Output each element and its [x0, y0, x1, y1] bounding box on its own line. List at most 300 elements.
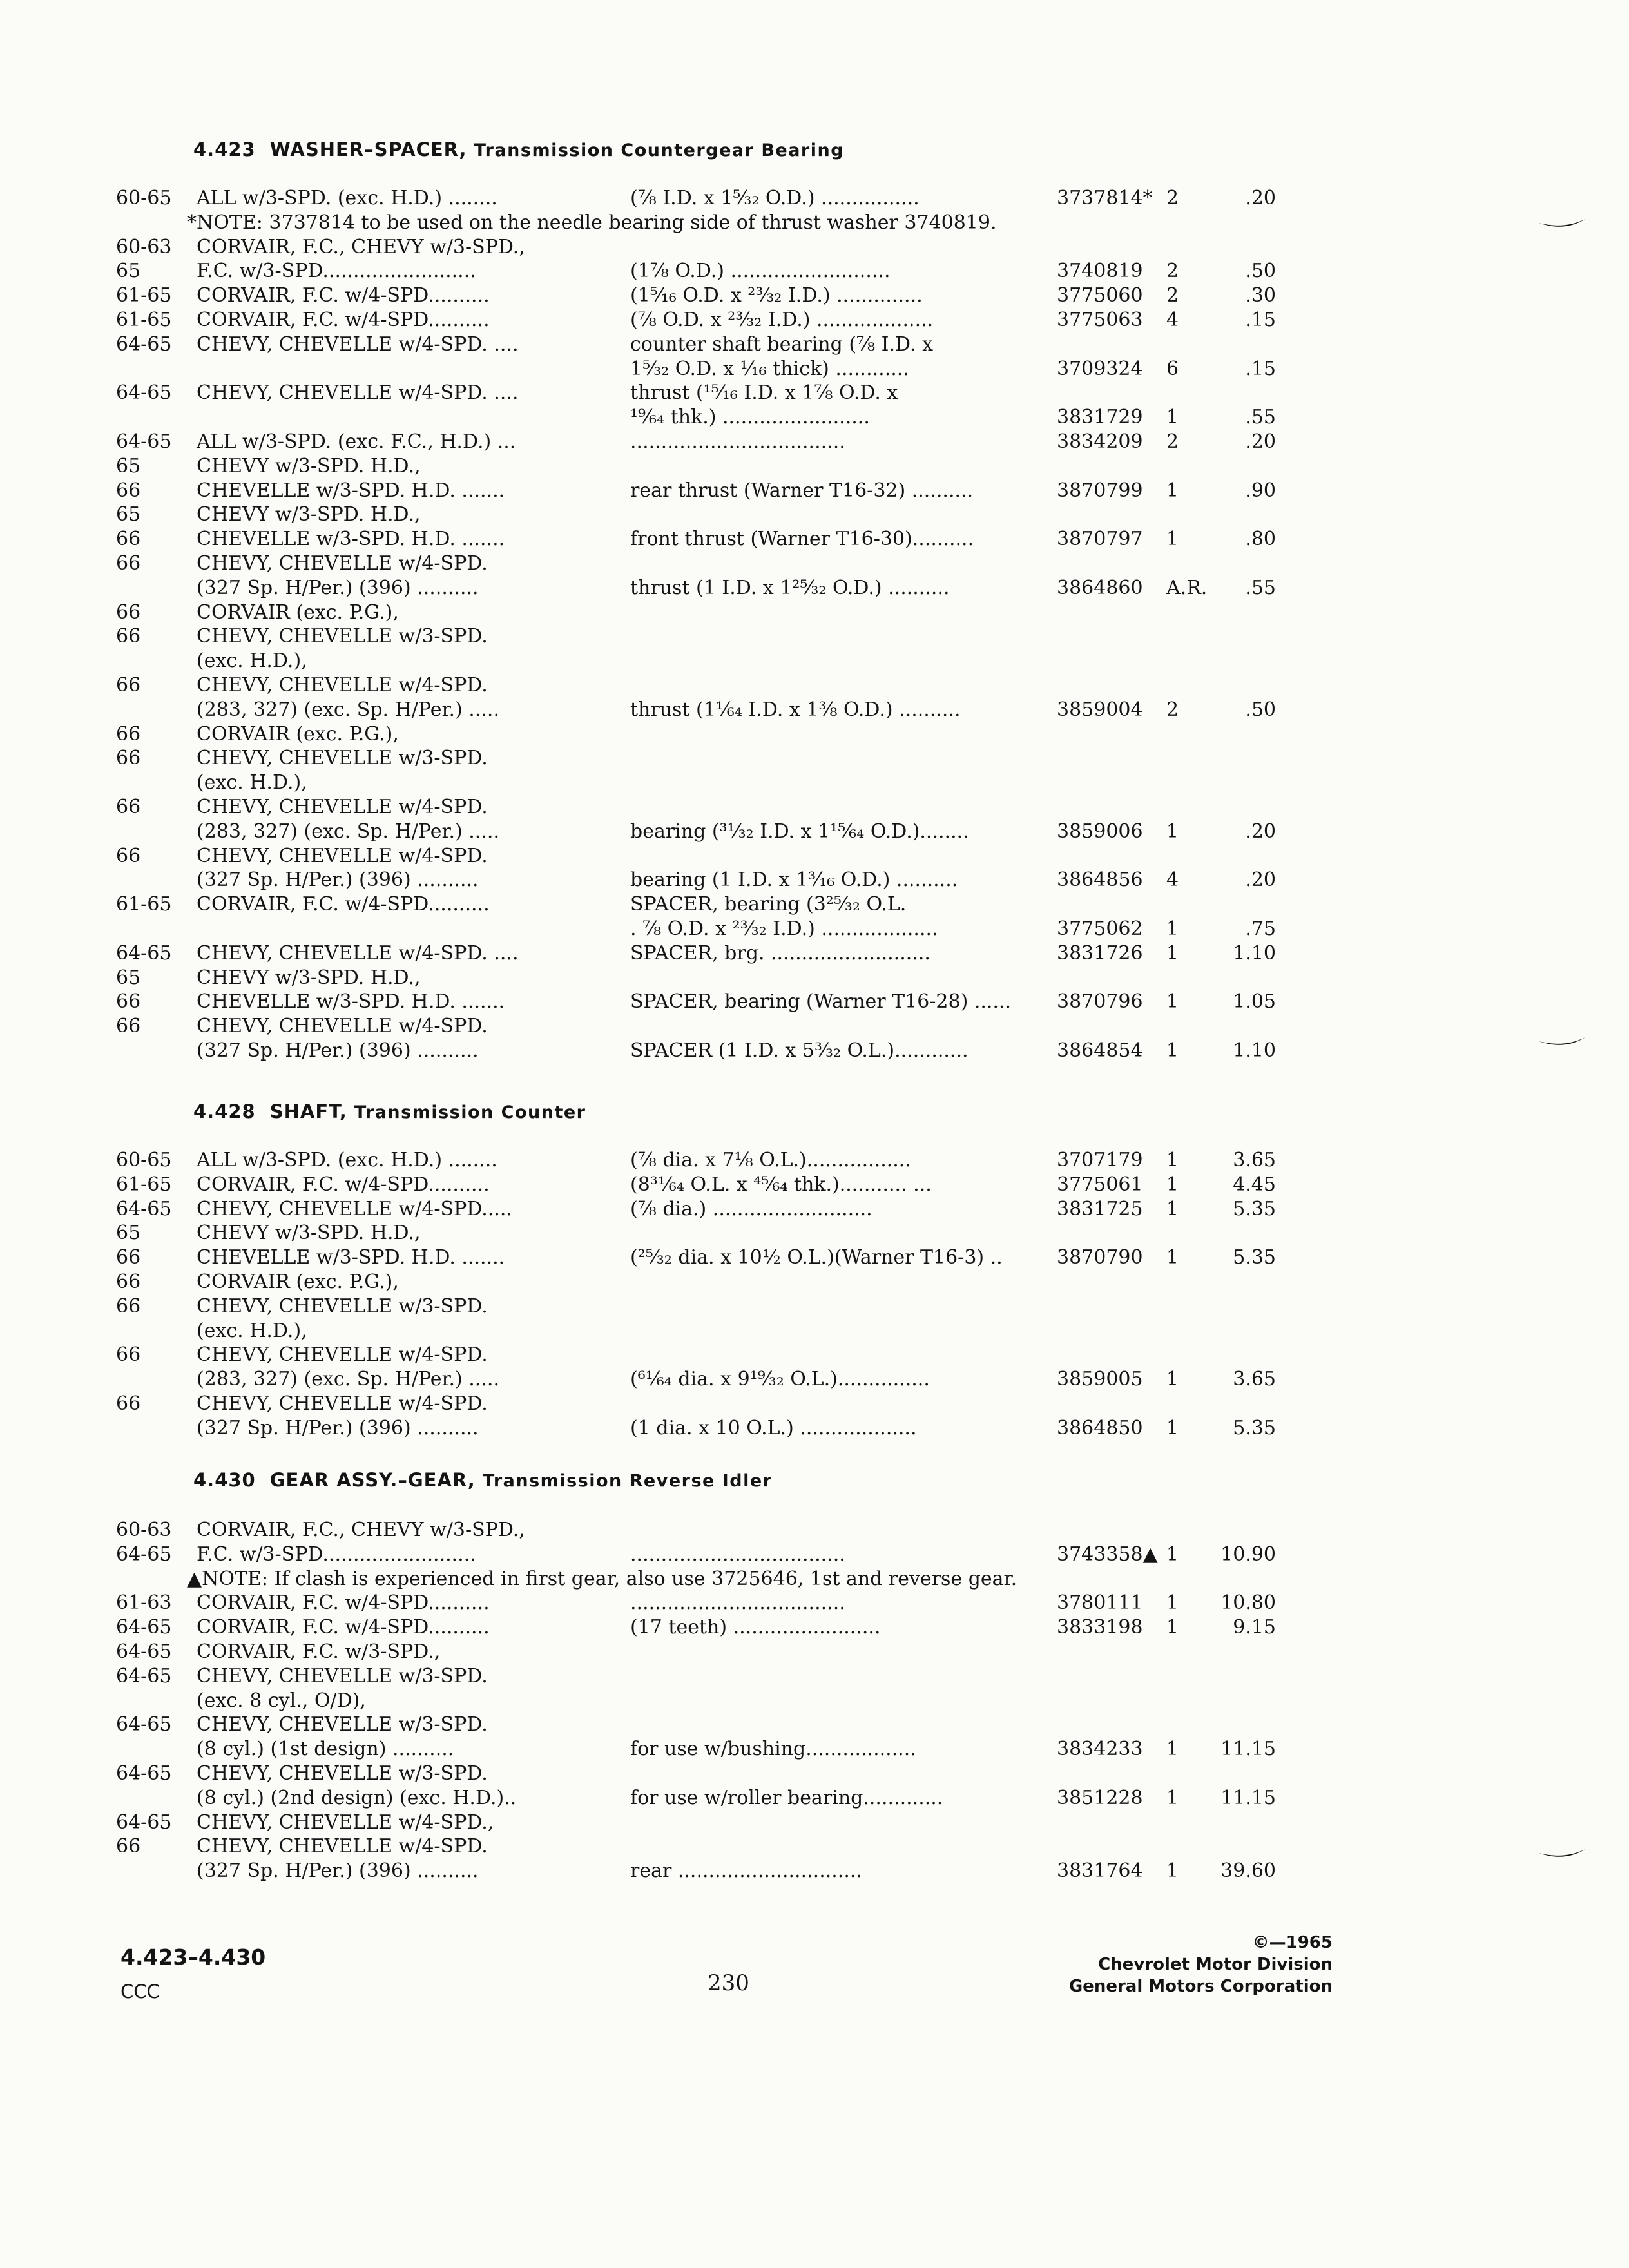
table-row — [0, 1015, 1629, 1039]
table-row — [0, 1343, 1629, 1368]
section-number: 4.428 — [193, 1100, 256, 1122]
table-row — [0, 1368, 1629, 1392]
description: (1⁵⁄₁₆ O.D. x ²³⁄₃₂ I.D.) .............. — [630, 284, 923, 307]
description: bearing (1 I.D. x 1³⁄₁₆ O.D.) .......... — [630, 869, 958, 892]
description: SPACER, bearing (Warner T16-28) ...... — [630, 990, 1012, 1014]
footnote: ▲NOTE: If clash is experienced in first gear, also use 3725646, 1st and reverse gear. — [187, 1567, 1017, 1590]
table-row — [0, 236, 1629, 260]
model-year: 61-65 — [116, 309, 172, 331]
table-row — [0, 1591, 1629, 1616]
part-number: 3780111 — [1057, 1591, 1143, 1615]
table-row — [0, 1713, 1629, 1738]
model-year: 60-65 — [116, 187, 172, 209]
quantity: 2 — [1166, 284, 1179, 307]
quantity: 4 — [1166, 869, 1179, 892]
price: .30 — [1245, 284, 1276, 307]
description: for use w/roller bearing............. — [630, 1786, 943, 1809]
application: CHEVELLE w/3-SPD. H.D. ....... — [197, 528, 505, 551]
table-row — [0, 1616, 1629, 1640]
application: CHEVY, CHEVELLE w/4-SPD. — [197, 796, 488, 818]
model-year: 66 — [116, 1835, 141, 1858]
model-year: 60-63 — [116, 235, 172, 258]
model-year: 66 — [116, 796, 141, 818]
application: CORVAIR, F.C. w/4-SPD.......... — [197, 1173, 490, 1196]
table-row — [0, 381, 1629, 406]
description: thrust (1 I.D. x 1²⁵⁄₃₂ O.D.) .......... — [630, 576, 950, 599]
application: CORVAIR, F.C., CHEVY w/3-SPD., — [197, 1519, 525, 1541]
model-year: 65 — [116, 454, 141, 477]
table-row — [0, 747, 1629, 771]
description: 1⁵⁄₃₂ O.D. x ¹⁄₁₆ thick) ............ — [630, 357, 909, 380]
copyright: ©—1965 — [1252, 1933, 1333, 1952]
section-title: WASHER–SPACER, — [269, 139, 467, 160]
table-row — [0, 1271, 1629, 1295]
price: 5.35 — [1233, 1416, 1276, 1439]
model-year: 64-65 — [116, 941, 172, 965]
description: (⅞ I.D. x 1⁵⁄₃₂ O.D.) ................ — [630, 187, 920, 209]
application: CHEVY, CHEVELLE w/4-SPD. — [197, 1015, 488, 1038]
application: CHEVY, CHEVELLE w/4-SPD. — [197, 1392, 488, 1415]
application: CHEVELLE w/3-SPD. H.D. ....... — [197, 990, 505, 1014]
table-row — [0, 406, 1629, 430]
table-row — [0, 1149, 1629, 1173]
table-row — [0, 1173, 1629, 1198]
application: F.C. w/3-SPD......................... — [197, 1542, 476, 1566]
division-name: Chevrolet Motor Division — [1098, 1955, 1333, 1974]
model-year: 66 — [116, 1392, 141, 1415]
table-row — [0, 455, 1629, 479]
model-year: 66 — [116, 844, 141, 867]
part-number: 3743358▲ — [1057, 1542, 1158, 1566]
model-year: 60-65 — [116, 1149, 172, 1171]
application: CHEVY, CHEVELLE w/4-SPD. — [197, 1835, 488, 1858]
model-year: 66 — [116, 625, 141, 648]
application: CORVAIR (exc. P.G.), — [197, 722, 399, 745]
application: (327 Sp. H/Per.) (396) .......... — [197, 576, 479, 599]
price: 5.35 — [1233, 1197, 1276, 1220]
model-year: 66 — [116, 990, 141, 1014]
application: CORVAIR, F.C. w/3-SPD., — [197, 1640, 441, 1663]
part-number: 3775063 — [1057, 309, 1143, 331]
application: (283, 327) (exc. Sp. H/Per.) ..... — [197, 698, 499, 721]
table-row — [0, 552, 1629, 577]
application: (327 Sp. H/Per.) (396) .......... — [197, 869, 479, 892]
quantity: 1 — [1166, 1039, 1179, 1062]
table-row — [0, 1198, 1629, 1222]
model-year: 65 — [116, 966, 141, 989]
application: CHEVY, CHEVELLE w/4-SPD..... — [197, 1197, 512, 1220]
section-range: 4.423–4.430 — [120, 1945, 266, 1970]
application: (exc. 8 cyl., O/D), — [197, 1689, 366, 1712]
part-number: 3709324 — [1057, 357, 1143, 380]
price: .15 — [1245, 357, 1276, 380]
description: ................................... — [630, 430, 845, 453]
table-row — [0, 723, 1629, 747]
model-year: 66 — [116, 479, 141, 502]
section-number: 4.430 — [193, 1469, 256, 1491]
part-number: 3831729 — [1057, 406, 1143, 429]
description: counter shaft bearing (⅞ I.D. x — [630, 332, 934, 356]
model-year: 64-65 — [116, 1713, 172, 1736]
table-row — [0, 845, 1629, 869]
application: CHEVY, CHEVELLE w/3-SPD. — [197, 1664, 488, 1687]
price: .20 — [1245, 820, 1276, 843]
section-heading — [193, 1100, 586, 1122]
model-year: 64-65 — [116, 430, 172, 453]
quantity: 2 — [1166, 187, 1179, 209]
part-number: 3831725 — [1057, 1197, 1143, 1220]
quantity: 1 — [1166, 820, 1179, 843]
model-year: 66 — [116, 528, 141, 551]
description: for use w/bushing.................. — [630, 1738, 916, 1761]
application: CHEVY, CHEVELLE w/4-SPD. — [197, 674, 488, 697]
section-number: 4.423 — [193, 139, 256, 160]
application: CORVAIR (exc. P.G.), — [197, 601, 399, 624]
page-number: 230 — [708, 1970, 749, 1996]
table-row — [0, 1222, 1629, 1246]
application: CHEVY w/3-SPD. H.D., — [197, 966, 421, 989]
price: .50 — [1245, 698, 1276, 721]
description: thrust (¹⁵⁄₁₆ I.D. x 1⅞ O.D. x — [630, 381, 898, 405]
price: .90 — [1245, 479, 1276, 502]
model-year: 64-65 — [116, 1664, 172, 1687]
application: ALL w/3-SPD. (exc. F.C., H.D.) ... — [197, 430, 516, 453]
model-year: 64-65 — [116, 1762, 172, 1785]
table-row — [0, 649, 1629, 674]
model-year: 64-65 — [116, 1811, 172, 1834]
model-year: 66 — [116, 1271, 141, 1293]
quantity: 1 — [1166, 1197, 1179, 1220]
application: CORVAIR, F.C. w/4-SPD.......... — [197, 893, 490, 916]
application: CHEVY w/3-SPD. H.D., — [197, 1222, 421, 1245]
description: (1 dia. x 10 O.L.) ................... — [630, 1416, 917, 1439]
application: CHEVY, CHEVELLE w/3-SPD. — [197, 625, 488, 648]
table-row — [0, 1320, 1629, 1344]
table-row — [0, 430, 1629, 455]
description: thrust (1¹⁄₆₄ I.D. x 1³⁄₈ O.D.) .......... — [630, 698, 961, 721]
quantity: 1 — [1166, 1246, 1179, 1269]
table-row — [0, 1246, 1629, 1271]
part-number: 3870799 — [1057, 479, 1143, 502]
application: CHEVY, CHEVELLE w/4-SPD. .... — [197, 332, 519, 356]
part-number: 3775061 — [1057, 1173, 1143, 1196]
table-row — [0, 1519, 1629, 1543]
description: rear thrust (Warner T16-32) .......... — [630, 479, 974, 502]
model-year: 65 — [116, 1222, 141, 1245]
quantity: 1 — [1166, 1616, 1179, 1639]
model-year: 64-65 — [116, 381, 172, 405]
description: (17 teeth) ........................ — [630, 1616, 881, 1639]
table-row — [0, 1787, 1629, 1811]
application: CORVAIR, F.C., CHEVY w/3-SPD., — [197, 235, 525, 258]
table-row — [0, 990, 1629, 1015]
model-year: 66 — [116, 747, 141, 770]
part-number: 3775062 — [1057, 918, 1143, 940]
table-row — [0, 1295, 1629, 1320]
table-row — [0, 260, 1629, 284]
punch-mark — [1539, 1848, 1585, 1863]
table-row — [0, 1762, 1629, 1787]
application: F.C. w/3-SPD......................... — [197, 260, 476, 283]
application: (exc. H.D.), — [197, 649, 307, 673]
price: 9.15 — [1233, 1616, 1276, 1639]
quantity: 1 — [1166, 1368, 1179, 1391]
table-row — [0, 1039, 1629, 1064]
quantity: 1 — [1166, 528, 1179, 551]
table-row — [0, 333, 1629, 358]
price: .80 — [1245, 528, 1276, 551]
price: .20 — [1245, 430, 1276, 453]
price: .75 — [1245, 918, 1276, 940]
application: (exc. H.D.), — [197, 771, 307, 794]
table-row — [0, 796, 1629, 820]
table-row — [0, 820, 1629, 845]
table-row — [0, 893, 1629, 918]
quantity: 1 — [1166, 479, 1179, 502]
description: (⅞ O.D. x ²³⁄₃₂ I.D.) ................... — [630, 309, 934, 331]
quantity: 1 — [1166, 918, 1179, 940]
table-row — [0, 1738, 1629, 1762]
model-year: 64-65 — [116, 1640, 172, 1663]
model-year: 61-63 — [116, 1591, 172, 1615]
model-year: 66 — [116, 552, 141, 575]
punch-mark — [1539, 1036, 1585, 1052]
quantity: 2 — [1166, 260, 1179, 283]
table-row — [0, 528, 1629, 552]
table-row — [0, 1640, 1629, 1665]
quantity: 1 — [1166, 1416, 1179, 1439]
section-subtitle: Transmission Counter — [354, 1102, 586, 1122]
part-number: 3833198 — [1057, 1616, 1143, 1639]
model-year: 64-65 — [116, 1542, 172, 1566]
model-year: 61-65 — [116, 1173, 172, 1196]
price: .55 — [1245, 576, 1276, 599]
quantity: 1 — [1166, 1173, 1179, 1196]
description: (⅞ dia.) .......................... — [630, 1197, 872, 1220]
application: CHEVELLE w/3-SPD. H.D. ....... — [197, 1246, 505, 1269]
quantity: 1 — [1166, 1786, 1179, 1809]
price: 11.15 — [1220, 1738, 1276, 1761]
part-number: 3851228 — [1057, 1786, 1143, 1809]
application: CHEVY, CHEVELLE w/3-SPD. — [197, 1762, 488, 1785]
description: (⅞ dia. x 7⅛ O.L.)................. — [630, 1149, 911, 1171]
table-row — [0, 503, 1629, 528]
quantity: 2 — [1166, 430, 1179, 453]
table-row — [0, 309, 1629, 333]
table-row — [0, 1689, 1629, 1714]
application: CHEVY, CHEVELLE w/3-SPD. — [197, 747, 488, 770]
price: 11.15 — [1220, 1786, 1276, 1809]
application: (8 cyl.) (2nd design) (exc. H.D.).. — [197, 1786, 517, 1809]
description: rear .............................. — [630, 1860, 862, 1883]
part-number: 3831726 — [1057, 941, 1143, 965]
quantity: 1 — [1166, 1860, 1179, 1883]
publisher-block — [1069, 1932, 1333, 1997]
application: CHEVY, CHEVELLE w/4-SPD. — [197, 844, 488, 867]
price: 10.80 — [1220, 1591, 1276, 1615]
part-number: 3864856 — [1057, 869, 1143, 892]
table-row — [0, 625, 1629, 649]
part-number: 3737814* — [1057, 187, 1153, 209]
table-row — [0, 601, 1629, 626]
catalog-code: CCC — [120, 1981, 160, 2003]
application: CORVAIR, F.C. w/4-SPD.......... — [197, 309, 490, 331]
application: CHEVY, CHEVELLE w/3-SPD. — [197, 1294, 488, 1318]
quantity: 1 — [1166, 1738, 1179, 1761]
table-row — [0, 577, 1629, 601]
description: ¹⁹⁄₆₄ thk.) ........................ — [630, 406, 870, 429]
model-year: 64-65 — [116, 1197, 172, 1220]
model-year: 64-65 — [116, 1616, 172, 1639]
part-number: 3834209 — [1057, 430, 1143, 453]
application: (283, 327) (exc. Sp. H/Per.) ..... — [197, 820, 499, 843]
part-number: 3859004 — [1057, 698, 1143, 721]
quantity: A.R. — [1166, 576, 1208, 599]
part-number: 3870796 — [1057, 990, 1143, 1014]
table-row — [0, 1392, 1629, 1417]
price: 39.60 — [1220, 1860, 1276, 1883]
description: SPACER, brg. .......................... — [630, 941, 930, 965]
application: CHEVY, CHEVELLE w/4-SPD. — [197, 552, 488, 575]
model-year: 66 — [116, 601, 141, 624]
price: 3.65 — [1233, 1368, 1276, 1391]
model-year: 61-65 — [116, 284, 172, 307]
price: .55 — [1245, 406, 1276, 429]
table-row — [0, 942, 1629, 966]
description: (⁶¹⁄₆₄ dia. x 9¹⁹⁄₃₂ O.L.)............... — [630, 1368, 930, 1391]
table-row — [0, 1543, 1629, 1568]
part-number: 3864850 — [1057, 1416, 1143, 1439]
price: 1.05 — [1233, 990, 1276, 1014]
section-title: SHAFT, — [269, 1100, 347, 1122]
model-year: 65 — [116, 503, 141, 526]
punch-mark — [1539, 218, 1585, 233]
application: CHEVY w/3-SPD. H.D., — [197, 503, 421, 526]
table-row — [0, 358, 1629, 382]
table-row — [0, 966, 1629, 991]
description: (8³¹⁄₆₄ O.L. x ⁴⁵⁄₆₄ thk.)........... ... — [630, 1173, 932, 1196]
description: front thrust (Warner T16-30).......... — [630, 528, 974, 551]
table-row — [0, 869, 1629, 893]
application: CHEVY, CHEVELLE w/4-SPD., — [197, 1811, 494, 1834]
part-number: 3859005 — [1057, 1368, 1143, 1391]
corporation-name: General Motors Corporation — [1068, 1977, 1333, 1996]
part-number: 3870797 — [1057, 528, 1143, 551]
application: (exc. H.D.), — [197, 1319, 307, 1342]
part-number: 3831764 — [1057, 1860, 1143, 1883]
application: CHEVY, CHEVELLE w/4-SPD. .... — [197, 941, 519, 965]
quantity: 1 — [1166, 406, 1179, 429]
model-year: 66 — [116, 674, 141, 697]
price: .20 — [1245, 869, 1276, 892]
description: SPACER (1 I.D. x 5³⁄₃₂ O.L.)............ — [630, 1039, 969, 1062]
application: ALL w/3-SPD. (exc. H.D.) ........ — [197, 187, 497, 209]
application: (283, 327) (exc. Sp. H/Per.) ..... — [197, 1368, 499, 1391]
price: 3.65 — [1233, 1149, 1276, 1171]
quantity: 6 — [1166, 357, 1179, 380]
price: .50 — [1245, 260, 1276, 283]
model-year: 64-65 — [116, 332, 172, 356]
application: (327 Sp. H/Per.) (396) .......... — [197, 1860, 479, 1883]
quantity: 1 — [1166, 990, 1179, 1014]
application: CHEVELLE w/3-SPD. H.D. ....... — [197, 479, 505, 502]
application: (327 Sp. H/Per.) (396) .......... — [197, 1416, 479, 1439]
part-number: 3740819 — [1057, 260, 1143, 283]
table-row — [0, 771, 1629, 796]
application: CHEVY, CHEVELLE w/4-SPD. .... — [197, 381, 519, 405]
table-row — [0, 479, 1629, 504]
part-number: 3707179 — [1057, 1149, 1143, 1171]
application: CORVAIR (exc. P.G.), — [197, 1271, 399, 1293]
price: .15 — [1245, 309, 1276, 331]
table-row — [0, 1417, 1629, 1441]
description: (²⁵⁄₃₂ dia. x 10½ O.L.)(Warner T16-3) .. — [630, 1246, 1003, 1269]
model-year: 65 — [116, 260, 141, 283]
section-heading — [193, 139, 844, 160]
part-number: 3864860 — [1057, 576, 1143, 599]
model-year: 60-63 — [116, 1519, 172, 1541]
model-year: 66 — [116, 1015, 141, 1038]
price: 10.90 — [1220, 1542, 1276, 1566]
application: CORVAIR, F.C. w/4-SPD.......... — [197, 1616, 490, 1639]
price: .20 — [1245, 187, 1276, 209]
model-year: 66 — [116, 722, 141, 745]
application: ALL w/3-SPD. (exc. H.D.) ........ — [197, 1149, 497, 1171]
table-row — [0, 1811, 1629, 1836]
model-year: 61-65 — [116, 893, 172, 916]
table-row — [0, 918, 1629, 942]
description: . ⅞ O.D. x ²³⁄₃₂ I.D.) ................... — [630, 918, 938, 940]
quantity: 4 — [1166, 309, 1179, 331]
section-subtitle: Transmission Reverse Idler — [482, 1471, 773, 1491]
part-number: 3859006 — [1057, 820, 1143, 843]
description: ................................... — [630, 1591, 845, 1615]
quantity: 1 — [1166, 1542, 1179, 1566]
quantity: 1 — [1166, 1591, 1179, 1615]
description: ................................... — [630, 1542, 845, 1566]
part-number: 3870790 — [1057, 1246, 1143, 1269]
table-row — [0, 1860, 1629, 1884]
description: (1⅞ O.D.) .......................... — [630, 260, 891, 283]
application: CHEVY, CHEVELLE w/4-SPD. — [197, 1343, 488, 1367]
description: SPACER, bearing (3²⁵⁄₃₂ O.L. — [630, 893, 907, 916]
table-row — [0, 1665, 1629, 1689]
price: 5.35 — [1233, 1246, 1276, 1269]
part-number: 3864854 — [1057, 1039, 1143, 1062]
application: CHEVY, CHEVELLE w/3-SPD. — [197, 1713, 488, 1736]
model-year: 66 — [116, 1246, 141, 1269]
price: 4.45 — [1233, 1173, 1276, 1196]
quantity: 1 — [1166, 1149, 1179, 1171]
section-heading — [193, 1469, 773, 1491]
price: 1.10 — [1233, 1039, 1276, 1062]
part-number: 3834233 — [1057, 1738, 1143, 1761]
application: CORVAIR, F.C. w/4-SPD.......... — [197, 1591, 490, 1615]
footnote: *NOTE: 3737814 to be used on the needle bearing side of thrust washer 3740819. — [187, 211, 997, 234]
part-number: 3775060 — [1057, 284, 1143, 307]
section-subtitle: Transmission Countergear Bearing — [474, 140, 845, 160]
application: (327 Sp. H/Per.) (396) .......... — [197, 1039, 479, 1062]
table-row — [0, 284, 1629, 309]
application: CORVAIR, F.C. w/4-SPD.......... — [197, 284, 490, 307]
application: CHEVY w/3-SPD. H.D., — [197, 454, 421, 477]
price: 1.10 — [1233, 941, 1276, 965]
model-year: 66 — [116, 1294, 141, 1318]
description: bearing (³¹⁄₃₂ I.D. x 1¹⁵⁄₆₄ O.D.)........ — [630, 820, 969, 843]
table-row — [0, 187, 1629, 211]
application: (8 cyl.) (1st design) .......... — [197, 1738, 454, 1761]
model-year: 66 — [116, 1343, 141, 1367]
